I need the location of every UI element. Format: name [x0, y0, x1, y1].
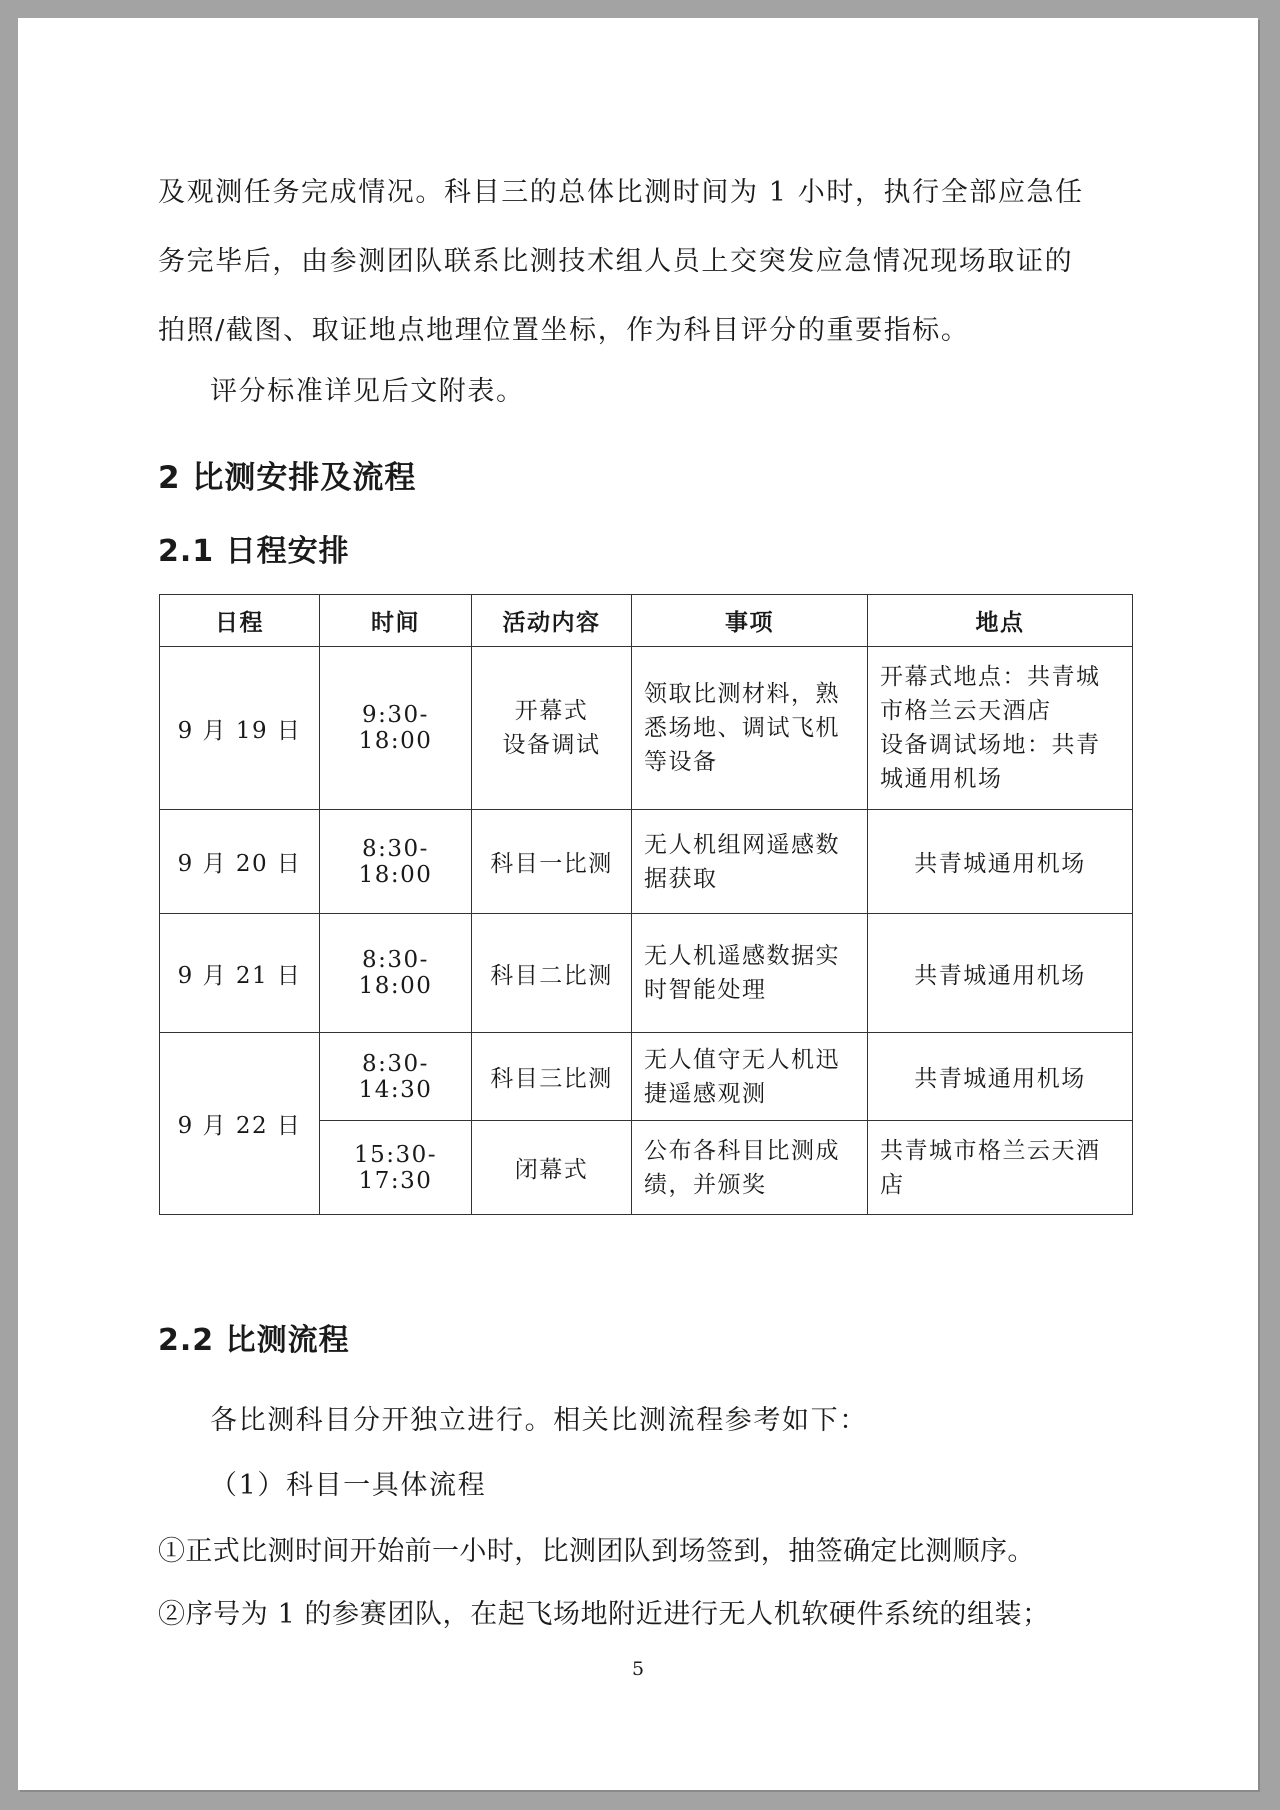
- cell-time: 8:30-14:30: [320, 1033, 472, 1121]
- table-row: [160, 647, 1133, 810]
- table-row: [160, 914, 1133, 1033]
- cell-activity: 闭幕式: [472, 1121, 632, 1215]
- document-page: [18, 18, 1258, 1790]
- cell-activity: 科目一比测: [472, 810, 632, 914]
- cell-time: 8:30-18:00: [320, 810, 472, 914]
- flow-subheading: （1）科目一具体流程: [210, 1470, 487, 1501]
- paragraph-line: 务完毕后，由参测团队联系比测技术组人员上交突发应急情况现场取证的: [158, 246, 1074, 277]
- cell-date: 9 月 22 日: [160, 1033, 320, 1215]
- cell-place: 共青城市格兰云天酒店: [868, 1121, 1133, 1215]
- header-activity: 活动内容: [472, 595, 632, 647]
- cell-time: 8:30-18:00: [320, 914, 472, 1033]
- section-heading-2: 2 比测安排及流程: [158, 460, 417, 496]
- schedule-table: [159, 594, 1133, 1215]
- paragraph-line: 及观测任务完成情况。科目三的总体比测时间为 1 小时，执行全部应急任: [158, 177, 1084, 208]
- paragraph-scoring-note: 评分标准详见后文附表。: [210, 376, 525, 407]
- cell-item: 无人值守无人机迅捷遥感观测: [632, 1033, 868, 1121]
- subsection-heading-2-2: 2.2 比测流程: [158, 1323, 350, 1358]
- cell-time: 15:30-17:30: [320, 1121, 472, 1215]
- header-place: 地点: [868, 595, 1133, 647]
- page-number: 5: [631, 1658, 645, 1680]
- cell-place: 共青城通用机场: [868, 914, 1133, 1033]
- cell-activity: 科目三比测: [472, 1033, 632, 1121]
- paragraph-line: 拍照/截图、取证地点地理位置坐标，作为科目评分的重要指标。: [158, 315, 970, 346]
- flow-step: ①正式比测时间开始前一小时，比测团队到场签到，抽签确定比测顺序。: [158, 1536, 1035, 1567]
- cell-time: 9:30-18:00: [320, 647, 472, 810]
- header-date: 日程: [160, 595, 320, 647]
- cell-place: 开幕式地点：共青城市格兰云天酒店 设备调试场地：共青城通用机场: [868, 647, 1133, 810]
- cell-place: 共青城通用机场: [868, 1033, 1133, 1121]
- cell-date: 9 月 20 日: [160, 810, 320, 914]
- cell-activity: 开幕式 设备调试: [472, 647, 632, 810]
- flow-step: ②序号为 1 的参赛团队，在起飞场地附近进行无人机软硬件系统的组装；: [158, 1599, 1050, 1630]
- cell-item: 无人机遥感数据实时智能处理: [632, 914, 868, 1033]
- flow-intro: 各比测科目分开独立进行。相关比测流程参考如下：: [210, 1405, 868, 1436]
- cell-activity: 科目二比测: [472, 914, 632, 1033]
- cell-date: 9 月 21 日: [160, 914, 320, 1033]
- header-item: 事项: [632, 595, 868, 647]
- cell-item: 无人机组网遥感数据获取: [632, 810, 868, 914]
- table-row: [160, 810, 1133, 914]
- header-time: 时间: [320, 595, 472, 647]
- cell-item: 公布各科目比测成绩，并颁奖: [632, 1121, 868, 1215]
- table-header-row: [160, 595, 1133, 647]
- table-row: [160, 1033, 1133, 1121]
- cell-date: 9 月 19 日: [160, 647, 320, 810]
- cell-item: 领取比测材料，熟悉场地、调试飞机等设备: [632, 647, 868, 810]
- cell-place: 共青城通用机场: [868, 810, 1133, 914]
- subsection-heading-2-1: 2.1 日程安排: [158, 534, 350, 569]
